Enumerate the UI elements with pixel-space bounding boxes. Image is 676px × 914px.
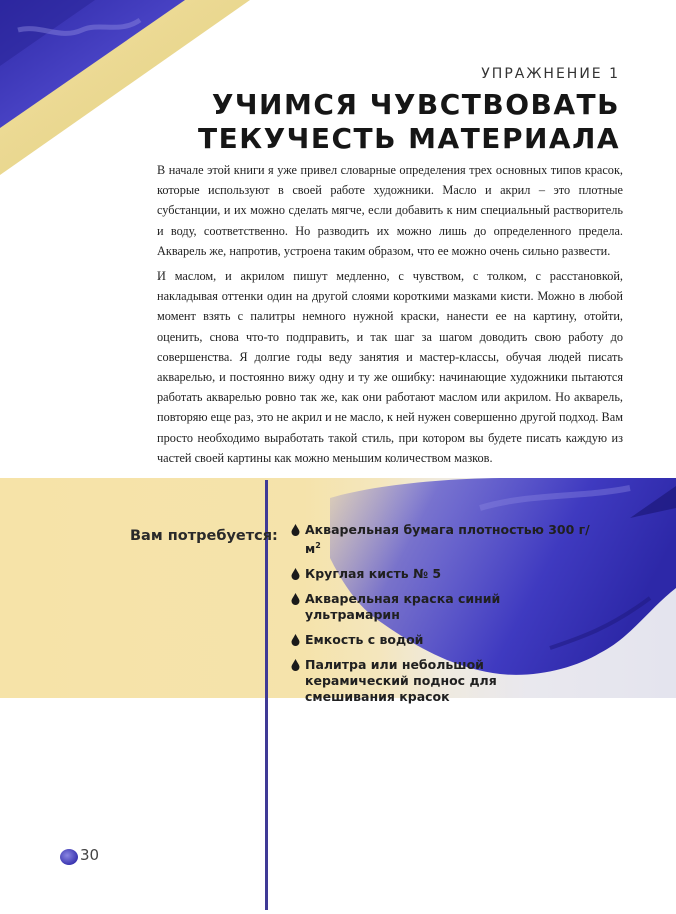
requirements-list [291, 522, 591, 714]
list-item [291, 657, 541, 705]
list-item [291, 522, 591, 557]
page-title-line-1: УЧИМСЯ ЧУВСТВОВАТЬ [211, 88, 620, 121]
drop-bullet-icon [291, 634, 300, 646]
list-item-text: Акварельная краска синий ультрамарин [305, 591, 501, 623]
page-number: 30 [80, 846, 100, 864]
list-item-text: Круглая кисть № 5 [305, 566, 442, 582]
list-item [291, 566, 591, 582]
list-item-text: Палитра или небольшой керамический поднос для смешивания красок [305, 657, 497, 705]
body-text [157, 160, 623, 473]
paragraph-2: И маслом, и акрилом пишут медленно, с чувством, с толком, с расстановкой, накладывая оттенки один на другой слоями короткими мазками кисти. Можно в любой момент взять с палитры немного нужной краски, нанести ее на картину, отойти, оценить, снова что-то подправить, и так шаг за шагом доводить свою работу до совершенства. Я долгие годы веду занятия и мастер-классы, обучая людей писать акварелью, и постоянно вижу одну и ту же ошибку: начинающие художники пытаются работать акварелью ровно так же, как они работают маслом или акрилом. Но акварель, повторяю еще раз, это не акрил и не масло, к ней нужен совершенно другой подход. Вам просто необходимо выработать такой стиль, при котором вы будете писать каждую из частей своей картины как можно меньшим количеством мазков. [157, 269, 623, 465]
list-item-text: Емкость с водой [305, 632, 424, 648]
exercise-label: УПРАЖНЕНИЕ 1 [481, 66, 620, 82]
drop-bullet-icon [291, 524, 300, 536]
drop-bullet-icon [291, 659, 300, 671]
list-item-text: Акварельная бумага плотностью 300 г/м [305, 522, 590, 557]
list-item [291, 591, 591, 623]
paragraph-1: В начале этой книги я уже привел словарные определения трех основных типов красок, которые используют в своей работе художники. Масло и акрил – это плотные субстанции, и их можно сделать мягче, если добавить к ним специальный растворитель и воду, соответственно. Но разводить их можно лишь до определенного предела. Акварель же, напротив, устроена таким образом, что ее можно очень сильно развести. [157, 163, 623, 258]
drop-bullet-icon [291, 568, 300, 580]
page-title-line-2: ТЕКУЧЕСТЬ МАТЕРИАЛА [197, 122, 620, 155]
vertical-divider [265, 480, 268, 910]
requirements-label: Вам потребуется: [130, 528, 278, 544]
paint-dot-icon [59, 848, 79, 866]
list-item [291, 632, 591, 648]
drop-bullet-icon [291, 593, 300, 605]
list-item-superscript: 2 [315, 541, 321, 550]
